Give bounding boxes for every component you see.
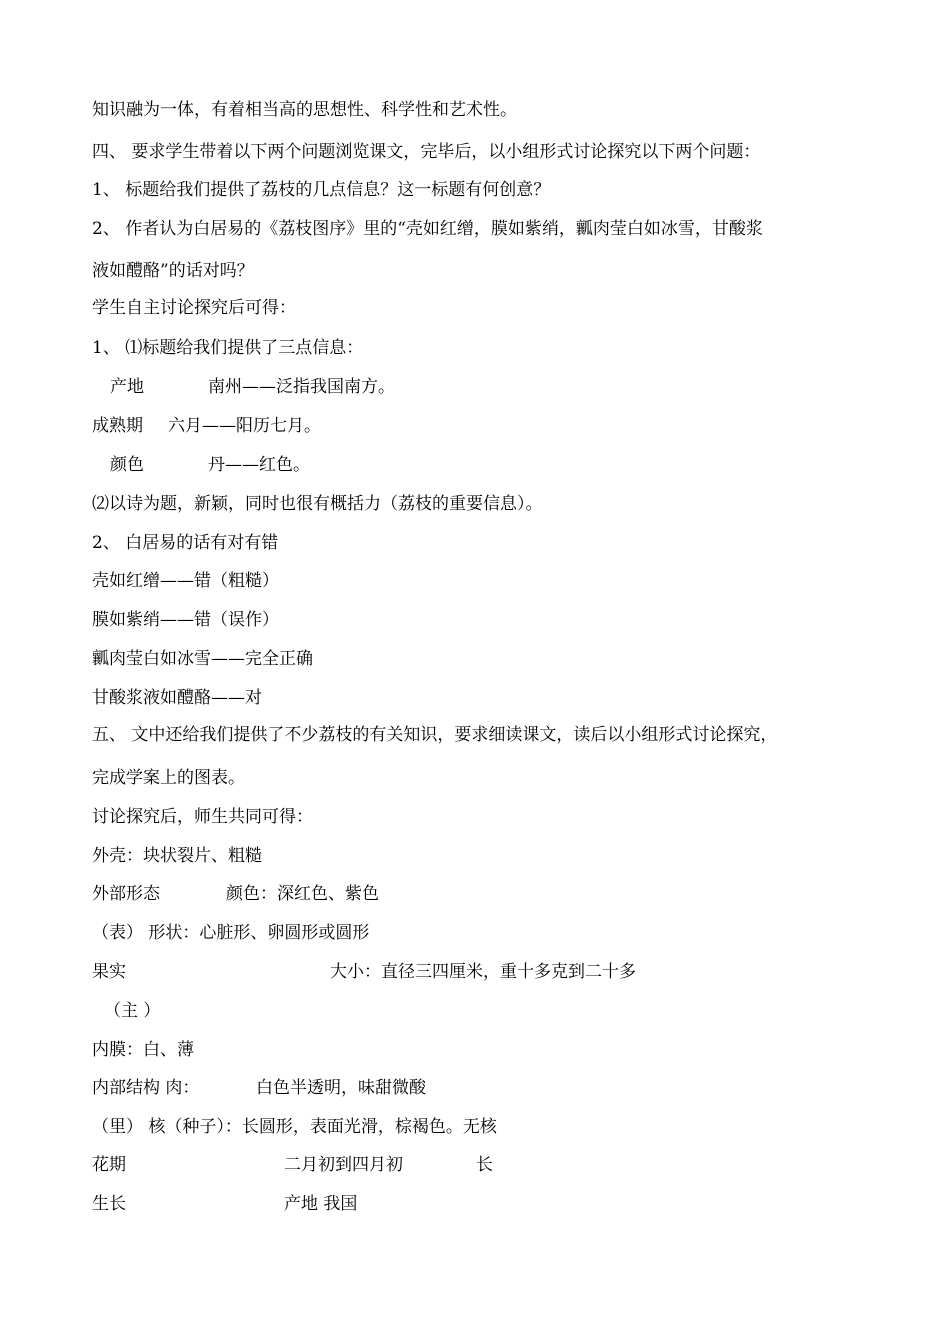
text-line: 内膜：白、薄 — [92, 1040, 194, 1060]
text-line: 瓤肉莹白如冰雪——完全正确 — [92, 649, 313, 669]
text-line: 外壳：块状裂片、粗糙 — [92, 846, 262, 866]
row-value: 南州——泛指我国南方。 — [208, 377, 395, 397]
text-line: 讨论探究后，师生共同可得： — [92, 807, 313, 827]
text-line: 甘酸浆液如醴酪——对 — [92, 688, 262, 708]
row-label: 生长 — [92, 1194, 126, 1214]
row-label: 产地 — [110, 377, 144, 397]
row-value: 六月——阳历七月。 — [168, 416, 321, 436]
text-line: 四、 要求学生带着以下两个问题浏览课文，完毕后，以小组形式讨论探究以下两个问题： — [92, 142, 761, 162]
row-value: 丹——红色。 — [208, 455, 310, 475]
row-label: 花期 — [92, 1155, 126, 1175]
text-line: ⑵以诗为题，新颖，同时也很有概括力（荔枝的重要信息）。 — [92, 494, 543, 514]
text-line: 完成学案上的图表。 — [92, 768, 245, 788]
text-line: 知识融为一体，有着相当高的思想性、科学性和艺术性。 — [92, 100, 517, 120]
row-label: 内部结构 肉： — [92, 1078, 200, 1098]
row-value: 大小：直径三四厘米，重十多克到二十多 — [330, 962, 636, 982]
text-line: 液如醴酪”的话对吗？ — [92, 261, 254, 281]
text-line: 1、 标题给我们提供了荔枝的几点信息？这一标题有何创意？ — [92, 180, 551, 200]
text-line: 学生自主讨论探究后可得： — [92, 298, 296, 318]
row-value: 二月初到四月初 — [284, 1155, 403, 1175]
text-line: 壳如红缯——错（粗糙） — [92, 571, 279, 591]
row-value: 产地 我国 — [284, 1194, 358, 1214]
text-line: 五、 文中还给我们提供了不少荔枝的有关知识，要求细读课文，读后以小组形式讨论探究， — [92, 725, 778, 745]
text-line: （里） 核（种子）：长圆形，表面光滑，棕褐色。无核 — [92, 1117, 497, 1137]
row-value: 白色半透明，味甜微酸 — [256, 1078, 426, 1098]
row-label: 成熟期 — [92, 416, 143, 436]
text-line: 1、 ⑴标题给我们提供了三点信息： — [92, 338, 364, 358]
text-line: 2、 作者认为白居易的《荔枝图序》里的“壳如红缯，膜如紫绡，瓤肉莹白如冰雪，甘酸浆 — [92, 219, 763, 239]
row-value: 颜色：深红色、紫色 — [226, 884, 379, 904]
row-label: 果实 — [92, 962, 126, 982]
text-line: 膜如紫绡——错（误作） — [92, 610, 279, 630]
row-label: 颜色 — [110, 455, 144, 475]
row-label: 外部形态 — [92, 884, 160, 904]
text-line: 2、 白居易的话有对有错 — [92, 533, 279, 553]
row-note: 长 — [476, 1155, 493, 1175]
text-line: （主 ） — [104, 1001, 161, 1021]
text-line: （表） 形状：心脏形、卵圆形或圆形 — [92, 923, 370, 943]
